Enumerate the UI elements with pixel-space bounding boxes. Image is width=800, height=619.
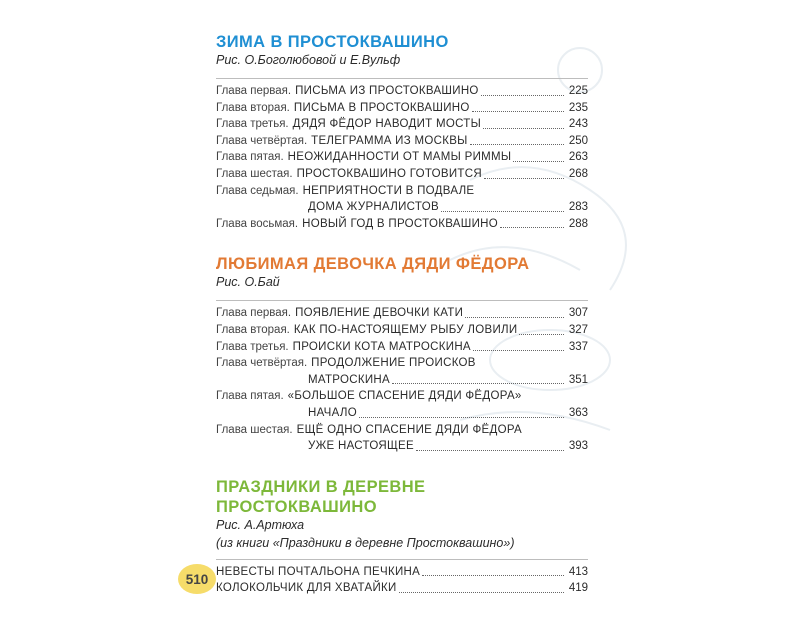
- page-ref: 419: [568, 582, 588, 595]
- page-ref: 327: [568, 323, 588, 336]
- chapter-label: Глава третья.: [216, 340, 289, 353]
- leader-dots: [519, 334, 564, 335]
- page-ref: 225: [568, 85, 588, 97]
- toc-entry[interactable]: [216, 100, 588, 117]
- section-title: ЗИМА В ПРОСТОКВАШИНО: [216, 33, 449, 51]
- chapter-label: Глава восьмая.: [216, 217, 299, 230]
- story-title: КОЛОКОЛЬЧИК ДЛЯ ХВАТАЙКИ: [216, 582, 397, 595]
- chapter-label: Глава четвёртая.: [216, 134, 308, 147]
- section-source-note: (из книги «Праздники в деревне Простоквашино»): [216, 535, 515, 550]
- chapter-title: ПИСЬМА В ПРОСТОКВАШИНО: [293, 101, 470, 114]
- toc-entry[interactable]: [216, 166, 588, 183]
- leader-dots: [441, 211, 564, 212]
- toc-entry[interactable]: [216, 133, 588, 150]
- chapter-label: Глава шестая.: [216, 167, 293, 180]
- leader-dots: [359, 417, 564, 418]
- toc-entry[interactable]: [216, 422, 588, 455]
- leader-dots: [513, 161, 564, 162]
- page-ref: 337: [568, 340, 588, 353]
- page-ref: 268: [568, 167, 588, 180]
- toc-entry[interactable]: [216, 322, 588, 339]
- leader-dots: [481, 95, 564, 96]
- leader-dots: [465, 317, 564, 318]
- page-ref: 288: [568, 217, 588, 230]
- toc-entry[interactable]: [216, 339, 588, 356]
- page-ref: 351: [568, 373, 588, 386]
- chapter-label: Глава первая.: [216, 307, 292, 320]
- chapter-label: Глава вторая.: [216, 323, 290, 336]
- toc-entry[interactable]: [216, 183, 588, 216]
- chapter-title: НЕОЖИДАННОСТИ ОТ МАМЫ РИММЫ: [287, 151, 512, 164]
- chapter-title: ТЕЛЕГРАММА ИЗ МОСКВЫ: [311, 134, 468, 147]
- leader-dots: [473, 350, 564, 351]
- chapter-label: Глава четвёртая.: [216, 357, 308, 370]
- chapter-label: Глава третья.: [216, 118, 289, 131]
- chapter-title: ЕЩЁ ОДНО СПАСЕНИЕ ДЯДИ ФЁДОРА: [296, 423, 523, 436]
- section-illustrator: Рис. О.Боголюбовой и Е.Вульф: [216, 53, 401, 67]
- divider: [216, 300, 588, 301]
- toc-entry[interactable]: [216, 83, 588, 100]
- page-ref: 283: [568, 201, 588, 214]
- leader-dots: [399, 592, 564, 593]
- toc-entry[interactable]: [216, 216, 588, 233]
- section-illustrator: Рис. О.Бай: [216, 275, 280, 290]
- chapter-title: НОВЫЙ ГОД В ПРОСТОКВАШИНО: [302, 217, 499, 230]
- leader-dots: [416, 450, 564, 451]
- chapter-title: НЕПРИЯТНОСТИ В ПОДВАЛЕ: [302, 184, 475, 197]
- chapter-title: ПРОДОЛЖЕНИЕ ПРОИСКОВ: [311, 357, 476, 370]
- toc-entry[interactable]: [216, 116, 588, 133]
- section-illustrator: Рис. А.Артюха: [216, 517, 305, 532]
- chapter-label: Глава шестая.: [216, 423, 293, 436]
- chapter-label: Глава пятая.: [216, 151, 284, 164]
- toc-section: [216, 32, 588, 232]
- leader-dots: [472, 111, 564, 112]
- page-ref: 413: [568, 565, 588, 578]
- chapter-title: «БОЛЬШОЕ СПАСЕНИЕ ДЯДИ ФЁДОРА»: [287, 390, 522, 403]
- page-ref: 307: [568, 307, 588, 320]
- leader-dots: [483, 128, 564, 129]
- chapter-title: ПРОИСКИ КОТА МАТРОСКИНА: [292, 340, 471, 353]
- section-title: ПРАЗДНИКИ В ДЕРЕВНЕ ПРОСТОКВАШИНО: [216, 477, 426, 516]
- leader-dots: [500, 227, 564, 228]
- leader-dots: [392, 383, 564, 384]
- table-of-contents: [216, 32, 588, 619]
- page-ref: 235: [568, 101, 588, 114]
- toc-section: [216, 254, 588, 454]
- divider: [216, 559, 588, 560]
- chapter-label: Глава первая.: [216, 85, 292, 97]
- toc-section: [216, 477, 588, 597]
- chapter-label: Глава пятая.: [216, 390, 284, 403]
- toc-entry[interactable]: [216, 580, 588, 597]
- page-number-badge: 510: [178, 564, 216, 594]
- story-title: НЕВЕСТЫ ПОЧТАЛЬОНА ПЕЧКИНА: [216, 565, 421, 578]
- leader-dots: [422, 575, 564, 576]
- toc-entry[interactable]: [216, 355, 588, 388]
- chapter-label: Глава вторая.: [216, 101, 290, 114]
- page-ref: 263: [568, 151, 588, 164]
- chapter-title-continued: ДОМА ЖУРНАЛИСТОВ: [308, 201, 439, 214]
- toc-entry[interactable]: [216, 564, 588, 581]
- chapter-title: ПОЯВЛЕНИЕ ДЕВОЧКИ КАТИ: [295, 307, 464, 320]
- section-title: ЛЮБИМАЯ ДЕВОЧКА ДЯДИ ФЁДОРА: [216, 255, 530, 274]
- toc-entry[interactable]: [216, 305, 588, 322]
- toc-entry[interactable]: [216, 149, 588, 166]
- page-ref: 250: [568, 134, 588, 147]
- page-ref: 393: [568, 440, 588, 453]
- chapter-title-continued: МАТРОСКИНА: [308, 373, 390, 386]
- page-ref: 363: [568, 406, 588, 419]
- chapter-title: КАК ПО-НАСТОЯЩЕМУ РЫБУ ЛОВИЛИ: [293, 323, 518, 336]
- leader-dots: [484, 178, 564, 179]
- chapter-title-continued: УЖЕ НАСТОЯЩЕЕ: [308, 440, 414, 453]
- toc-entry[interactable]: [216, 388, 588, 421]
- chapter-title-continued: НАЧАЛО: [308, 406, 357, 419]
- chapter-title: ПИСЬМА ИЗ ПРОСТОКВАШИНО: [295, 85, 479, 97]
- chapter-title: ПРОСТОКВАШИНО ГОТОВИТСЯ: [296, 167, 482, 180]
- page-ref: 243: [568, 118, 588, 131]
- chapter-title: ДЯДЯ ФЁДОР НАВОДИТ МОСТЫ: [292, 118, 482, 131]
- leader-dots: [470, 144, 564, 145]
- chapter-label: Глава седьмая.: [216, 184, 299, 197]
- divider: [216, 78, 588, 79]
